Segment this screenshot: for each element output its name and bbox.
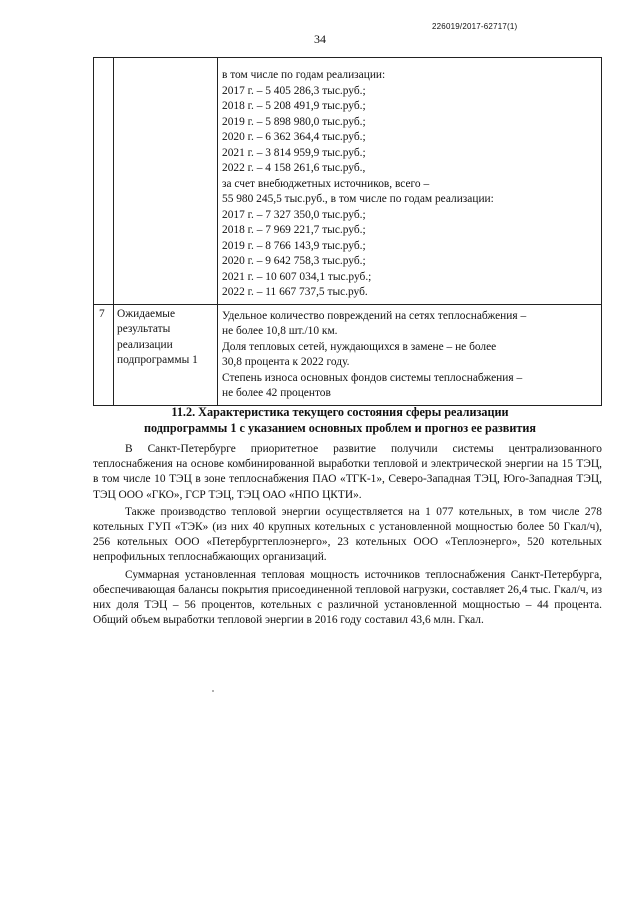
label-line: Ожидаемые — [117, 307, 176, 320]
value-line: за счет внебюджетных источников, всего – — [222, 177, 430, 190]
value-line: не более 42 процентов — [222, 387, 331, 399]
paragraph: Также производство тепловой энергии осуществляется на 1 077 котельных, в том числе 278 котельных ГУП «ТЭК» (из них 40 крупных котельных с установленной мощностью более 50 Гкал/ч), 256 котельных ООО «Петербургтеплоэнерго», 23 котельных ООО «Теплоэнерго», 520 котельных непрофильных теплоснабжающих организаций. — [93, 505, 602, 564]
document-id: 226019/2017-62717(1) — [432, 22, 518, 31]
section-title — [60, 404, 620, 436]
table-row — [94, 304, 602, 405]
row-value-cell — [218, 58, 602, 305]
value-line: 30,8 процента к 2022 году. — [222, 356, 350, 368]
row-number-cell: 7 — [94, 304, 114, 405]
value-line: 55 980 245,5 тыс.руб., в том числе по годам реализации: — [222, 193, 494, 205]
paragraph: Суммарная установленная тепловая мощность источников теплоснабжения Санкт-Петербурга, обеспечивающая балансы покрытия присоединенной тепловой нагрузки, составляет 26,4 тыс. Гкал/ч, из них доля ТЭЦ – 56 процентов, котельных с различной установленной мощностью – 44 процента. Общий объем выработки тепловой энергии в 2016 году составил 43,6 млн. Гкал. — [93, 568, 602, 627]
value-line: 2021 г. – 10 607 034,1 тыс.руб.; — [222, 270, 372, 283]
value-line: 2017 г. – 7 327 350,0 тыс.руб.; — [222, 208, 366, 221]
value-line: 2019 г. – 5 898 980,0 тыс.руб.; — [222, 115, 366, 128]
value-line: 2020 г. – 9 642 758,3 тыс.руб.; — [222, 255, 366, 267]
scan-speck — [212, 690, 214, 692]
row-number-cell — [94, 58, 114, 305]
label-line: подпрограммы 1 — [117, 354, 198, 366]
label-line: реализации — [117, 338, 173, 351]
value-line: 2021 г. – 3 814 959,9 тыс.руб.; — [222, 146, 366, 159]
page-number: 34 — [314, 32, 326, 46]
table-row — [94, 58, 602, 305]
row-value-cell — [218, 304, 602, 405]
value-line: 2019 г. – 8 766 143,9 тыс.руб.; — [222, 239, 366, 252]
value-line: 2022 г. – 4 158 261,6 тыс.руб., — [222, 162, 366, 174]
value-line: 2018 г. – 5 208 491,9 тыс.руб.; — [222, 100, 366, 112]
value-line: Степень износа основных фондов системы теплоснабжения – — [222, 371, 523, 384]
value-line: не более 10,8 шт./10 км. — [222, 325, 338, 337]
value-line: Удельное количество повреждений на сетях теплоснабжения – — [222, 309, 527, 322]
value-line: 2020 г. – 6 362 364,4 тыс.руб.; — [222, 131, 366, 143]
paragraph: В Санкт-Петербурге приоритетное развитие получили системы централизованного теплоснабжения на основе комбинированной выработки тепловой и электрической энергии на 15 ТЭЦ, в том числе 10 ТЭЦ в зоне теплоснабжения ПАО «ТГК-1», Северо-Западная ТЭЦ, Юго-Западная ТЭЦ, ТЭЦ ООО «ГКО», ГСР ТЭЦ, ТЭЦ ОАО «НПО ЦКТИ». — [93, 443, 602, 501]
value-line: Доля тепловых сетей, нуждающихся в замене – не более — [222, 340, 497, 353]
passport-table — [93, 57, 602, 406]
section-title-line: 11.2. Характеристика текущего состояния сферы реализации — [171, 405, 509, 419]
row-label-cell — [114, 304, 218, 405]
value-line: 2017 г. – 5 405 286,3 тыс.руб.; — [222, 84, 366, 97]
section-title-line: подпрограммы 1 с указанием основных проблем и прогноз ее развития — [143, 421, 537, 435]
row-label-cell — [114, 58, 218, 305]
value-line: в том числе по годам реализации: — [222, 69, 386, 81]
body-text — [93, 442, 602, 630]
label-line: результаты — [117, 323, 171, 335]
value-line: 2022 г. – 11 667 737,5 тыс.руб. — [222, 286, 368, 298]
value-line: 2018 г. – 7 969 221,7 тыс.руб.; — [222, 224, 366, 236]
